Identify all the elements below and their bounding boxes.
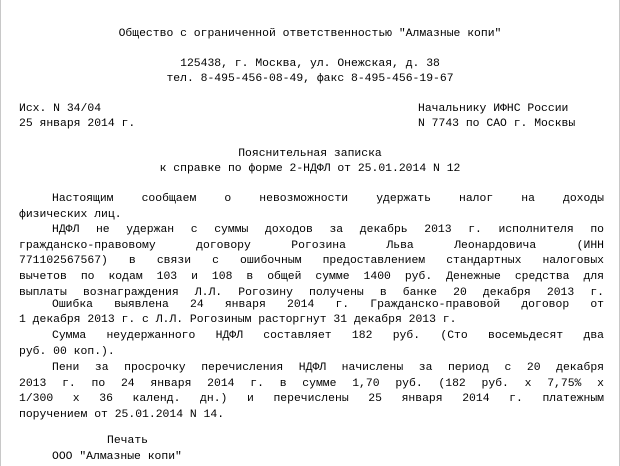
outgoing-number: Исх. N 34/04	[19, 103, 102, 115]
body-line: Настоящим сообщаем о невозможности удержать налог на доходы	[52, 193, 604, 205]
org-name: Общество с ограниченной ответственностью "Алмазные копи"	[118, 28, 502, 40]
body-line: Пени за просрочку перечисления НДФЛ начислены за период с 20 декабря	[52, 362, 604, 374]
body-line: Ошибка выявлена 24 января 2014 г. Гражданско-правовой договор от	[52, 299, 604, 311]
addressee-line-2: N 7743 по САО г. Москвы	[418, 118, 576, 130]
body-line: выплаты вознаграждения Л.Л. Рогозину получены в банке 20 декабря 2013 г.	[19, 286, 604, 299]
outgoing-date: 25 января 2014 г.	[19, 118, 136, 130]
body-line: физических лиц.	[19, 208, 122, 221]
org-phones: тел. 8-495-456-08-49, факс 8-495-456-19-67	[166, 73, 454, 85]
body-line: 1/300 x 36 календ. дн.) и перечислены 25 января 2014 г. платежным	[19, 393, 604, 406]
addressee-line-1: Начальнику ИФНС России	[418, 103, 569, 115]
doc-title: Пояснительная записка	[238, 148, 382, 160]
org-address: 125438, г. Москва, ул. Онежская, д. 38	[180, 58, 440, 70]
body-line: Сумма неудержанного НДФЛ составляет 182 руб. (Сто восемьдесят два	[52, 330, 604, 342]
body-line: 771102567567) в связи с ошибочным предоставлением стандартных налоговых	[19, 255, 604, 268]
body-line: вычетов по кодам 103 и 108 в общей сумме 1400 руб. Денежные средства для	[19, 271, 604, 283]
body-line: руб. 00 коп.).	[19, 346, 115, 358]
body-line: гражданско-правовому договору Рогозина Льва Леонардовича (ИНН	[19, 239, 604, 252]
body-line: НДФЛ не удержан с суммы доходов за декабрь 2013 г. исполнителя по	[52, 224, 604, 237]
body-line: 1 декабря 2013 г. с Л.Л. Рогозиным расторгнут 31 декабря 2013 г.	[19, 314, 457, 326]
stamp-label: Печать	[107, 435, 149, 447]
body-line: поручением от 25.01.2014 N 14.	[19, 408, 225, 421]
org-short-name: ООО "Алмазные копи"	[52, 451, 182, 463]
body-line: 2013 г. по 24 января 2014 г. в сумме 1,70 руб. (182 руб. x 7,75% x	[19, 377, 604, 390]
doc-subtitle: к справке по форме 2-НДФЛ от 25.01.2014 N 12	[159, 163, 461, 175]
